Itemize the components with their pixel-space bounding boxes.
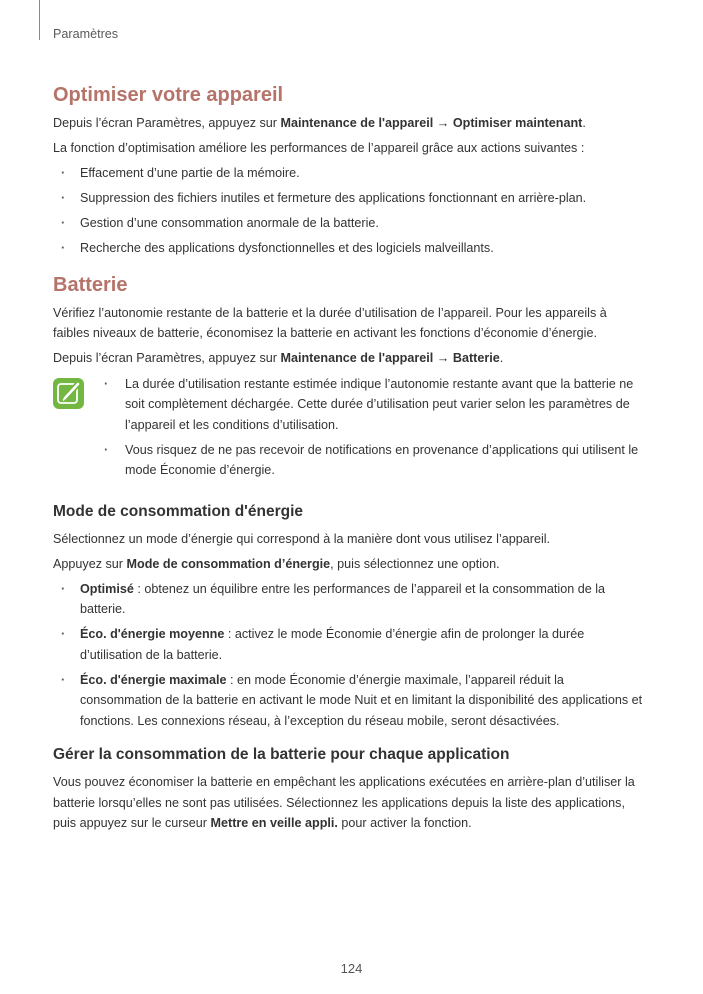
menu-path-battery: Batterie [452,351,500,365]
option-medium-saving [53,624,645,665]
list-item: · Gestion d’une consommation anormale de la batterie. [53,213,645,234]
note-list [102,374,645,481]
power-mode-options-list [53,579,645,732]
note-item: · Vous risquez de ne pas recevoir de notifications en provenance d’applications qui utilisent le mode Économie d’énergie. [102,440,645,481]
power-mode-description: Sélectionnez un mode d’énergie qui correspond à la manière dont vous utilisez l’appareil. [53,531,551,546]
text: . [499,351,504,365]
menu-term-power-mode: Mode de consommation d’énergie [126,556,331,571]
subsection-title-app-battery: Gérer la consommation de la batterie pour chaque application [53,746,510,763]
option-max-saving [53,670,645,732]
text: . [582,116,586,130]
option-name: Optimisé [80,581,134,596]
arrow: → [433,351,453,365]
option-desc: : en mode Économie d’énergie maximale, l’appareil réduit la consommation de la batterie en activant le mode Nuit et en limitant la disponibilité des applications et fonctions. Les connexions réseau, à l’exception du réseau mobile, seront désactivées. [80,672,643,728]
optimise-description: La fonction d’optimisation améliore les performances de l’appareil grâce aux actions suivantes : [53,141,585,155]
header-rule [39,0,40,40]
menu-term-sleep-app: Mettre en veille appli. [210,816,338,830]
option-name: Éco. d'énergie moyenne [80,627,225,641]
optimise-actions-list [53,163,645,259]
battery-description: Vérifiez l’autonomie restante de la batterie et la durée d’utilisation de l’appareil. Pour les appareils à faibles niveaux de batterie, économisez la batterie en activant les fonctions d’économie d’énergie. [53,305,607,340]
list-item: · Effacement d’une partie de la mémoire. [53,163,645,184]
menu-path-maintenance: Maintenance de l'appareil [280,116,434,130]
option-name: Éco. d'énergie maximale [80,672,227,687]
battery-instruction [53,348,645,369]
section-title-optimise: Optimiser votre appareil [53,84,284,106]
app-battery-description [53,772,645,834]
text: , puis sélectionnez une option. [330,556,500,571]
list-item: · Suppression des fichiers inutiles et fermeture des applications fonctionnant en arrière-plan. [53,188,645,209]
subsection-title-power-mode: Mode de consommation d'énergie [53,502,303,520]
text: Vous pouvez économiser la batterie en empêchant les applications exécutées en arrière-plan d’utiliser la batterie lorsqu’elles ne sont pas utilisées. Sélectionnez les applications depuis la liste des applications, puis appuyez sur le curseur [53,775,635,830]
page-number: 124 [340,961,363,976]
note-box [53,374,645,481]
note-item: · La durée d’utilisation restante estimée indique l’autonomie restante avant que la batterie ne soit complètement déchargée. Cette durée d’utilisation peut varier selon les paramètres de l’appareil et les conditions d’utilisation. [102,374,645,436]
optimise-instruction [53,113,645,134]
page-content [53,84,645,834]
section-title-battery: Batterie [53,273,128,296]
option-optimised [53,579,645,620]
power-mode-instruction [53,554,645,575]
arrow: → [433,116,453,130]
menu-path-optimise-now: Optimiser maintenant [452,116,583,130]
menu-path-maintenance: Maintenance de l'appareil [280,351,434,365]
option-desc: : activez le mode Économie d’énergie afin de prolonger la durée d’utilisation de la batterie. [80,627,585,662]
note-pencil-icon [53,378,84,409]
text: pour activer la fonction. [337,816,472,830]
text: Appuyez sur [53,556,127,571]
option-desc: : obtenez un équilibre entre les performances de l’appareil et la consommation de la batterie. [80,581,606,616]
list-item: · Recherche des applications dysfonctionnelles et des logiciels malveillants. [53,238,645,259]
text: Depuis l’écran Paramètres, appuyez sur [53,351,281,365]
running-header: Paramètres [53,27,119,41]
text: Depuis l’écran Paramètres, appuyez sur [53,116,281,130]
